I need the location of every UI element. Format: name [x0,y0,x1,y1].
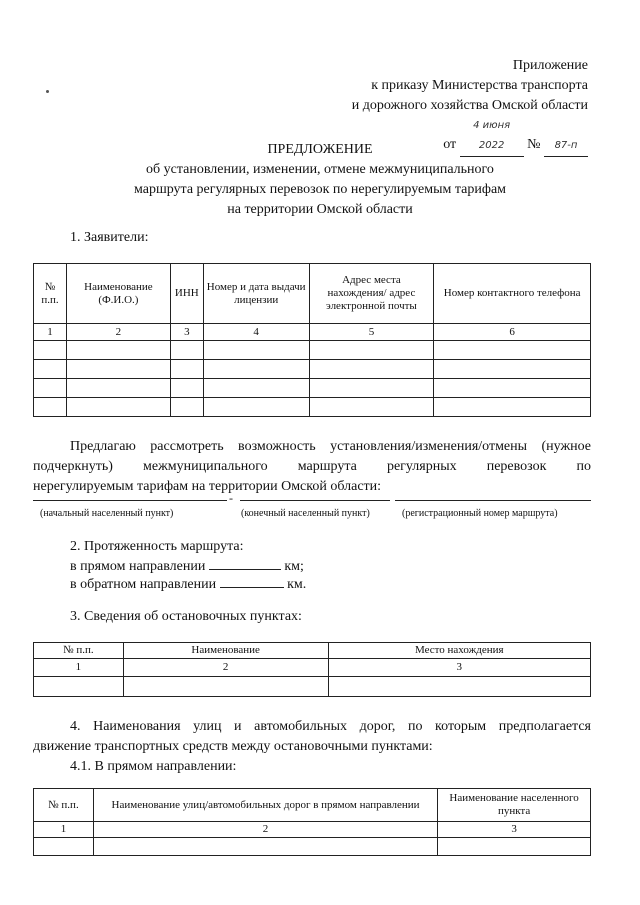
handwritten-date: 4 июня 2022 [460,116,524,157]
route-number-field[interactable] [395,500,591,501]
number-label: № [527,137,541,152]
column-number-cell: 2 [123,659,328,677]
column-number-cell: 2 [93,822,437,838]
table-row [34,324,591,341]
appendix-line: к приказу Министерства транспорта [371,78,588,93]
table-row [34,822,591,838]
title-line: на территории Омской области [227,202,413,217]
caption-reg: (регистрационный номер маршрута) [402,508,558,519]
col-location: Место нахождения [328,643,591,659]
start-point-field[interactable] [33,500,227,501]
forward-length-field[interactable] [209,555,281,570]
table-cell[interactable] [328,677,591,697]
table-cell[interactable] [170,379,203,398]
col-number: № п.п. [34,789,94,822]
table-cell[interactable] [123,677,328,697]
table-header-row [34,789,591,822]
col-address: Адрес места нахождения/ адрес электронной почты [309,264,434,324]
backward-length-field[interactable] [220,573,284,588]
col-street-name: Наименование улиц/автомобильных дорог в прямом направлении [93,789,437,822]
table-cell[interactable] [34,838,94,856]
table-cell[interactable] [309,360,434,379]
caption-end: (конечный населенный пункт) [241,508,370,519]
column-number-cell: 2 [66,324,170,341]
title-main: ПРЕДЛОЖЕНИЕ [267,142,373,157]
caption-start: (начальный населенный пункт) [40,508,174,519]
forward-unit: км; [284,559,304,574]
table-row [34,398,591,417]
column-number-cell: 4 [203,324,309,341]
section4-line: движение транспортных средств между остановочными пунктами: [33,739,433,754]
table-cell[interactable] [434,360,591,379]
table-cell[interactable] [309,379,434,398]
table-cell[interactable] [34,398,67,417]
document-title [0,140,640,220]
table-cell[interactable] [66,379,170,398]
col-phone: Номер контактного телефона [434,264,591,324]
section2-heading: 2. Протяженность маршрута: [70,539,244,554]
table-cell[interactable] [66,341,170,360]
table-cell[interactable] [170,398,203,417]
backward-length-row [70,573,306,595]
section4-line: 4. Наименования улиц и автомобильных дорог, по которым предполагается [70,719,591,734]
table-cell[interactable] [170,360,203,379]
streets-table [33,788,591,856]
col-license: Номер и дата выдачи лицензии [203,264,309,324]
proposal-line: подчеркнуть) межмуниципального маршрута регулярных перевозок по [33,459,591,474]
table-cell[interactable] [203,341,309,360]
end-point-field[interactable] [240,500,390,501]
section3-heading: 3. Сведения об остановочных пунктах: [70,609,302,624]
proposal-paragraph [33,437,591,497]
section4-sub: 4.1. В прямом направлении: [70,759,237,774]
col-inn: ИНН [170,264,203,324]
col-number: № п.п. [34,643,124,659]
table-row [34,379,591,398]
column-number-cell: 1 [34,659,124,677]
col-settlement: Наименование населенного пункта [438,789,591,822]
col-number: № п.п. [34,264,67,324]
table-cell[interactable] [34,677,124,697]
column-number-cell: 1 [34,324,67,341]
column-number-cell: 5 [309,324,434,341]
proposal-line: нерегулируемым тарифам на территории Омской области: [33,479,382,494]
proposal-line: Предлагаю рассмотреть возможность установления/изменения/отмены (нужное [70,439,591,454]
table-row [34,677,591,697]
appendix-line: Приложение [512,58,588,73]
table-cell[interactable] [170,341,203,360]
table-cell[interactable] [434,379,591,398]
column-number-cell: 3 [170,324,203,341]
table-cell[interactable] [34,360,67,379]
table-cell[interactable] [34,341,67,360]
table-cell[interactable] [434,398,591,417]
stops-table [33,642,591,697]
col-name: Наименование (Ф.И.О.) [66,264,170,324]
table-cell[interactable] [66,360,170,379]
forward-label: в прямом направлении [70,559,206,574]
table-header-row [34,264,591,324]
table-row [34,838,591,856]
table-cell[interactable] [309,398,434,417]
table-cell[interactable] [203,360,309,379]
backward-unit: км. [287,577,307,592]
column-number-cell: 1 [34,822,94,838]
col-name: Наименование [123,643,328,659]
section4-paragraph [33,717,591,777]
table-cell[interactable] [434,341,591,360]
column-number-cell: 3 [438,822,591,838]
table-cell[interactable] [66,398,170,417]
applicants-table [33,263,591,417]
title-line: об установлении, изменении, отмене межмуниципального [146,162,494,177]
route-dash: - [229,491,233,505]
table-cell[interactable] [309,341,434,360]
table-row [34,659,591,677]
table-row [34,341,591,360]
table-cell[interactable] [438,838,591,856]
table-cell[interactable] [203,379,309,398]
column-number-cell: 3 [328,659,591,677]
from-label: от [443,137,457,152]
table-cell[interactable] [34,379,67,398]
title-line: маршрута регулярных перевозок по нерегулируемым тарифам [133,182,507,197]
column-number-cell: 6 [434,324,591,341]
table-cell[interactable] [203,398,309,417]
table-header-row [34,643,591,659]
handwritten-number: 87-п [544,136,588,157]
table-cell[interactable] [93,838,437,856]
scan-dot [46,90,49,93]
appendix-line: и дорожного хозяйства Омской области [351,98,588,113]
table-row [34,360,591,379]
backward-label: в обратном направлении [70,577,217,592]
section1-heading: 1. Заявители: [70,230,149,245]
